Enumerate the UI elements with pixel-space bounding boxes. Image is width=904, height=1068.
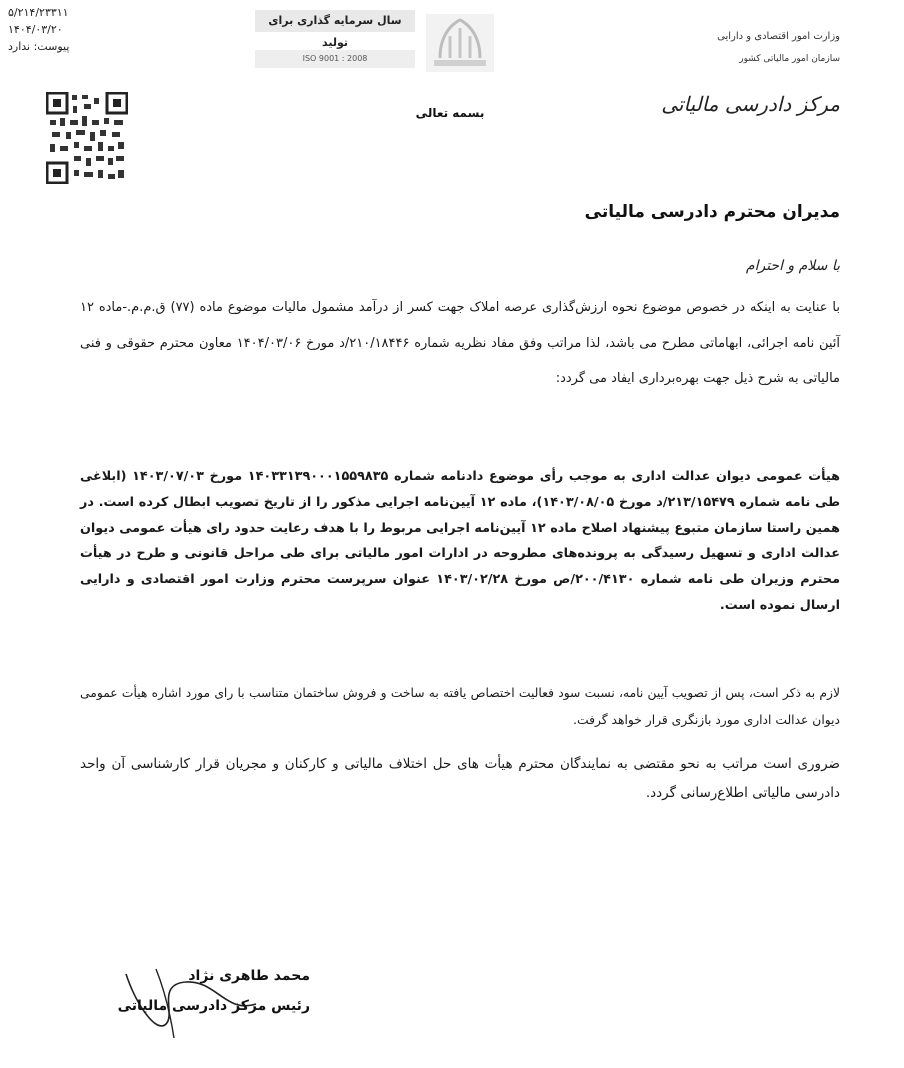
- qr-code-icon: [46, 92, 128, 184]
- letter-date: ۱۴۰۴/۰۳/۲۰: [8, 23, 63, 36]
- body-paragraph-note: لازم به ذکر است، پس از تصویب آیین نامه، نسبت سود فعالیت اختصاص یافته به ساخت و فروش ساختمان متناسب با رای مورد اشاره هیأت عمومی دیوان عدالت اداری مورد بازنگری قرار خواهد گرفت.: [80, 686, 840, 727]
- ministry-header: [660, 26, 840, 70]
- signatory-title: رئیس مرکز دادرسی مالیاتی: [117, 998, 310, 1014]
- letter-meta: [8, 4, 128, 55]
- ministry-name: وزارت امور اقتصادی و دارایی: [717, 31, 840, 42]
- year-slogan: سال سرمایه گذاری برای تولید: [255, 10, 415, 32]
- body-paragraph-ruling: هیأت عمومی دیوان عدالت اداری به موجب رأی موضوع دادنامه شماره ۱۴۰۳۳۱۳۹۰۰۰۱۵۵۹۸۳۵ مورخ ۱۴۰۳/۰۷/۰۳ (ابلاغی طی نامه شماره ۲۱۳/۱۵۴۷۹/د مورخ ۱۴۰۳/۰۸/۰۵)، ماده ۱۲ آیین‌نامه اجرایی مذکور را از تاریخ تصویب ابطال کرده است. در همین راستا سازمان متبوع پیشنهاد اصلاح ماده ۱۲ آیین‌نامه اجرایی مربوط را با هدف رعایت حدود رای هیأت عمومی دیوان عدالت اداری و تسهیل رسیدگی به پرونده‌های مطروحه در ادارات امور مالیاتی برای طی مراحل قانونی و طرح در هیأت محترم وزیران طی نامه شماره ۲۰۰/۴۱۳۰/ص مورخ ۱۴۰۳/۰۲/۲۸ عنوان سرپرست محترم وزارت امور اقتصادی و دارایی ارسال نموده است.: [80, 469, 840, 613]
- addressee: مدیران محترم دادرسی مالیاتی: [584, 202, 840, 222]
- signatory-name: محمد طاهری نژاد: [188, 968, 310, 984]
- signature-block: [96, 964, 316, 1044]
- letter-attachment: پیوست: ندارد: [8, 40, 70, 53]
- organization-name: سازمان امور مالیاتی کشور: [739, 54, 840, 64]
- letter-number: ۵/۲۱۴/۲۳۳۱۱: [8, 6, 69, 19]
- body-paragraph-intro: با عنایت به اینکه در خصوص موضوع نحوه ارزش‌گذاری عرصه املاک جهت کسر از درآمد مشمول مالیات موضوع ماده (۷۷) ق.م.م.-ماده ۱۲ آئین نامه اجرائی، ابهاماتی مطرح می باشد، لذا مراتب وفق مفاد نظریه شماره ۲۱۰/۱۸۴۴۶/د مورخ ۱۴۰۴/۰۳/۰۶ معاون محترم حقوقی و فنی مالیاتی به شرح ذیل جهت بهره‌برداری ایفاد می گردد:: [80, 300, 841, 386]
- iso-badge: ISO 9001 : 2008: [255, 50, 415, 68]
- body-paragraph-instruction: ضروری است مراتب به نحو مقتضی به نمایندگان محترم هیأت های حل اختلاف مالیاتی و کارکنان و مجریان قرار کارشناسی آن واحد دادرسی مالیاتی اطلاع‌رسانی گردد.: [80, 756, 840, 801]
- emblem-icon: [420, 8, 500, 78]
- issuing-office: مرکز دادرسی مالیاتی: [661, 92, 840, 116]
- greeting: با سلام و احترام: [745, 258, 840, 274]
- basmala-heading: بسمه تعالی: [415, 106, 485, 120]
